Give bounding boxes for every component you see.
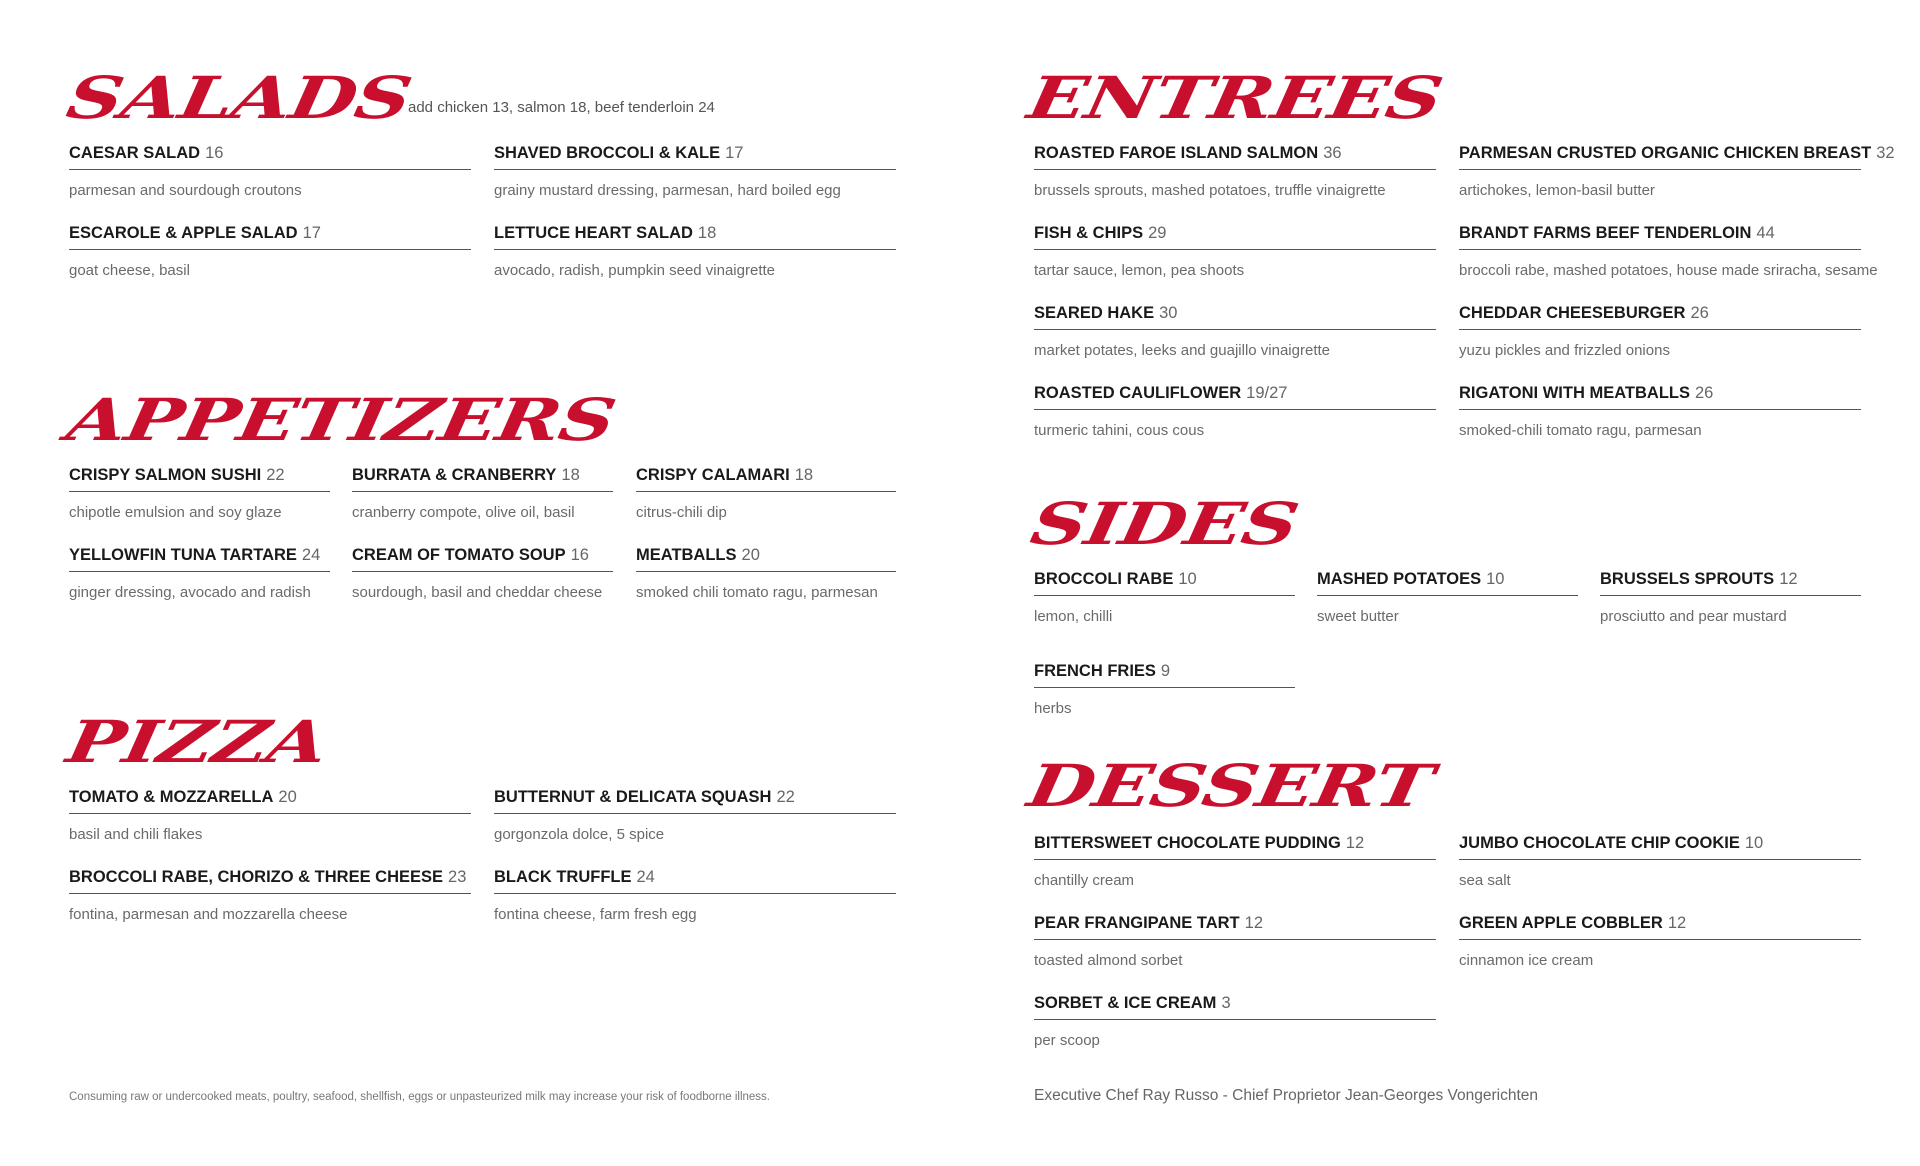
item-name: FISH & CHIPS 29 [1034,223,1436,250]
item-description: goat cheese, basil [69,262,190,279]
item-name: ESCAROLE & APPLE SALAD 17 [69,223,471,250]
item-name: BUTTERNUT & DELICATA SQUASH 22 [494,787,896,814]
item-price: 10 [1486,570,1505,588]
menu-item [494,867,896,924]
item-price: 36 [1323,144,1342,162]
item-description: toasted almond sorbet [1034,952,1183,969]
menu-item [1459,383,1861,440]
menu-item [69,787,471,844]
item-name: BLACK TRUFFLE 24 [494,867,896,894]
menu-item [1034,993,1436,1050]
item-price: 10 [1178,570,1197,588]
item-description: tartar sauce, lemon, pea shoots [1034,262,1245,279]
item-description: smoked chili tomato ragu, parmesan [636,584,878,601]
item-description: prosciutto and pear mustard [1600,608,1787,625]
item-price: 26 [1690,304,1709,322]
item-price: 32 [1876,144,1895,162]
chef-credits: Executive Chef Ray Russo - Chief Proprietor Jean-Georges Vongerichten [1034,1087,1538,1104]
menu-item [1034,303,1436,360]
menu-item [1034,383,1436,440]
item-price: 23 [448,868,467,886]
item-price: 22 [266,466,285,484]
item-price: 18 [697,224,717,242]
item-price: 19/27 [1246,384,1288,402]
dessert-heading: DESSERT [1022,752,1438,820]
item-description: gorgonzola dolce, 5 spice [494,826,665,843]
menu-item [1600,569,1861,626]
entrees-heading: ENTREES [1022,64,1448,132]
menu-item [1317,569,1578,626]
item-description: basil and chili flakes [69,826,203,843]
item-description: cranberry compote, olive oil, basil [352,504,575,521]
item-description: chipotle emulsion and soy glaze [69,504,282,521]
item-price: 44 [1756,224,1775,242]
item-price: 20 [278,788,297,806]
item-description: brussels sprouts, mashed potatoes, truffle vinaigrette [1034,182,1386,199]
item-description: sweet butter [1317,608,1399,625]
item-price: 16 [570,546,589,564]
menu-item [69,867,471,924]
item-description: sourdough, basil and cheddar cheese [352,584,603,601]
item-price: 29 [1148,224,1167,242]
item-name: CRISPY CALAMARI 18 [636,465,896,492]
item-price: 18 [794,466,814,484]
menu-item [1034,569,1295,626]
menu-item [1459,143,1895,200]
item-description: artichokes, lemon-basil butter [1459,182,1655,199]
menu-item [1034,833,1436,890]
item-name: BURRATA & CRANBERRY 18 [352,465,613,492]
item-description: lemon, chilli [1034,608,1113,625]
item-name: SORBET & ICE CREAM 3 [1034,993,1436,1020]
item-price: 12 [1779,570,1798,588]
food-safety-notice: Consuming raw or undercooked meats, poultry, seafood, shellfish, eggs or unpasteurized milk may increase your risk of foodborne illness. [69,1091,770,1103]
menu-item [1034,913,1436,970]
menu-item [1459,223,1878,280]
item-price: 26 [1694,384,1714,402]
menu-item [636,465,896,522]
item-price: 12 [1667,914,1687,932]
salads-heading: SALADS [61,64,417,132]
item-description: turmeric tahini, cous cous [1034,422,1205,439]
item-description: broccoli rabe, mashed potatoes, house made sriracha, sesame [1459,262,1878,279]
item-price: 22 [776,788,795,806]
item-description: herbs [1034,700,1072,717]
menu-item [69,223,471,280]
item-name: BROCCOLI RABE, CHORIZO & THREE CHEESE 23 [69,867,471,894]
item-name: CREAM OF TOMATO SOUP 16 [352,545,613,572]
item-price: 18 [561,466,580,484]
menu-item [636,545,896,602]
item-name: SEARED HAKE 30 [1034,303,1436,330]
menu-item [1459,833,1861,890]
item-name: JUMBO CHOCOLATE CHIP COOKIE 10 [1459,833,1861,860]
item-name: TOMATO & MOZZARELLA 20 [69,787,471,814]
item-price: 9 [1160,662,1171,680]
item-name: RIGATONI WITH MEATBALLS 26 [1459,383,1861,410]
item-name: BRUSSELS SPROUTS 12 [1600,569,1861,596]
item-price: 20 [741,546,760,564]
item-name: MASHED POTATOES 10 [1317,569,1578,596]
item-description: ginger dressing, avocado and radish [69,584,311,601]
menu-item [494,223,896,280]
menu-item [69,465,330,522]
item-name: BROCCOLI RABE 10 [1034,569,1295,596]
menu-item [1034,143,1436,200]
item-price: 30 [1159,304,1178,322]
item-description: sea salt [1459,872,1511,889]
menu-item [69,143,471,200]
item-price: 3 [1221,994,1231,1012]
item-name: CHEDDAR CHEESEBURGER 26 [1459,303,1861,330]
item-description: cinnamon ice cream [1459,952,1594,969]
item-description: fontina cheese, farm fresh egg [494,906,697,923]
menu-item [494,787,896,844]
item-description: per scoop [1034,1032,1100,1049]
item-price: 16 [205,144,224,162]
item-description: yuzu pickles and frizzled onions [1459,342,1670,359]
item-price: 12 [1244,914,1263,932]
menu-item [352,545,613,602]
item-description: citrus-chili dip [636,504,727,521]
item-name: BRANDT FARMS BEEF TENDERLOIN 44 [1459,223,1861,250]
menu-item [1034,223,1436,280]
menu-item [1459,303,1861,360]
item-price: 24 [301,546,321,564]
item-name: LETTUCE HEART SALAD 18 [494,223,896,250]
item-name: CRISPY SALMON SUSHI 22 [69,465,330,492]
item-description: avocado, radish, pumpkin seed vinaigrette [494,262,776,279]
item-name: YELLOWFIN TUNA TARTARE 24 [69,545,330,572]
item-name: SHAVED BROCCOLI & KALE 17 [494,143,896,170]
item-name: ROASTED CAULIFLOWER 19/27 [1034,383,1436,410]
item-price: 12 [1345,834,1365,852]
item-price: 17 [302,224,321,242]
item-price: 24 [636,868,655,886]
item-description: parmesan and sourdough croutons [69,182,302,199]
menu-item [494,143,896,200]
sides-heading: SIDES [1025,490,1303,558]
item-name: GREEN APPLE COBBLER 12 [1459,913,1861,940]
item-price: 10 [1744,834,1764,852]
item-name: ROASTED FAROE ISLAND SALMON 36 [1034,143,1436,170]
item-name: FRENCH FRIES 9 [1034,661,1295,688]
item-name: BITTERSWEET CHOCOLATE PUDDING 12 [1034,833,1436,860]
item-name: CAESAR SALAD 16 [69,143,471,170]
item-price: 17 [725,144,744,162]
item-name: PARMESAN CRUSTED ORGANIC CHICKEN BREAST 32 [1459,143,1861,170]
item-name: PEAR FRANGIPANE TART 12 [1034,913,1436,940]
menu-item [69,545,330,602]
salads-addon-note: add chicken 13, salmon 18, beef tenderloin 24 [408,99,715,116]
item-description: grainy mustard dressing, parmesan, hard boiled egg [494,182,841,199]
appetizers-heading: APPETIZERS [61,386,620,454]
item-description: smoked-chili tomato ragu, parmesan [1459,422,1702,439]
menu-item [352,465,613,522]
item-name: MEATBALLS 20 [636,545,896,572]
item-description: fontina, parmesan and mozzarella cheese [69,906,348,923]
item-description: chantilly cream [1034,872,1135,889]
pizza-heading: PIZZA [61,708,333,776]
menu-item [1034,661,1295,718]
item-description: market potates, leeks and guajillo vinaigrette [1034,342,1331,359]
menu-item [1459,913,1861,970]
